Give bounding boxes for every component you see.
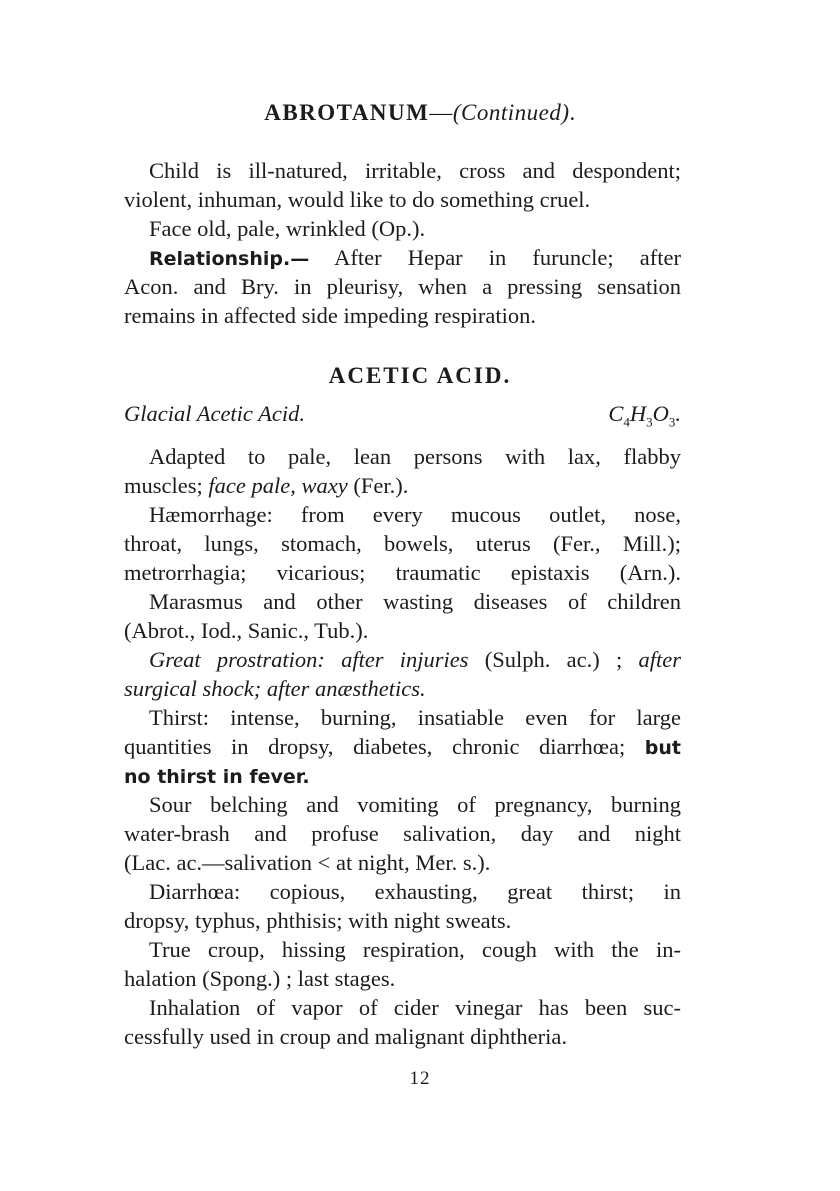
text-line: (Lac. ac.—salivation < at night, Mer. s.). — [124, 850, 491, 875]
text-line — [124, 761, 681, 790]
relationship-label: Relationship.— — [149, 248, 310, 270]
text-line: Inhalation of vapor of cider vinegar has been suc- — [149, 995, 681, 1020]
text-line: Adapted to pale, lean persons with lax, flabby — [149, 444, 681, 469]
abrotanum-text — [124, 156, 681, 330]
formula-period: . — [675, 401, 681, 426]
text-run: After Hepar in furuncle; after — [309, 245, 681, 270]
subtitle-name: Glacial Acetic Acid. — [124, 401, 305, 426]
text-line: Acon. and Bry. in pleurisy, when a pressing sensation — [124, 274, 681, 299]
bold-text: no thirst in fever. — [124, 766, 310, 788]
text-line: cessfully used in croup and malignant diphtheria. — [124, 1024, 568, 1049]
text-run: (Fer.). — [347, 473, 409, 498]
formula-count: 3 — [646, 414, 653, 430]
formula-element: O — [652, 401, 669, 426]
text-line: Marasmus and other wasting diseases of children — [149, 589, 681, 614]
running-head-continued: (Continued) — [452, 100, 570, 125]
running-head-title: ABROTANUM — [264, 100, 430, 125]
text-run: quantities in dropsy, diabetes, chronic diarrhœa; — [124, 734, 645, 759]
formula-element: C — [608, 401, 624, 426]
acetic-acid-text — [124, 442, 681, 1051]
text-line: throat, lungs, stomach, bowels, uterus (Fer., Mill.); — [124, 531, 681, 556]
page-number: 12 — [409, 1068, 431, 1089]
text-line: Child is ill-natured, irritable, cross and despondent; — [149, 158, 681, 183]
text-line: Thirst: intense, burning, insatiable even for large — [149, 705, 681, 730]
text-line: metrorrhagia; vicarious; traumatic epistaxis (Arn.). — [124, 560, 681, 585]
text-line: Face old, pale, wrinkled (Op.). — [149, 216, 426, 241]
text-line: violent, inhuman, would like to do something cruel. — [124, 187, 591, 212]
text-run: muscles; — [124, 473, 209, 498]
text-line — [124, 471, 681, 500]
text-run: (Sulph. ac.) ; — [468, 647, 639, 672]
formula-count: 4 — [623, 414, 630, 430]
formula-count: 3 — [668, 414, 676, 430]
section-title: ACETIC ACID. — [328, 363, 512, 388]
text-line — [124, 732, 681, 761]
running-head-period: . — [569, 100, 576, 125]
formula-element: H — [629, 401, 647, 426]
text-line: Sour belching and vomiting of pregnancy, burning — [149, 792, 681, 817]
text-line: True croup, hissing respiration, cough with the in- — [149, 937, 681, 962]
text-line: Diarrhœa: copious, exhausting, great thirst; in — [149, 879, 681, 904]
running-head-dash: — — [429, 100, 453, 125]
text-line: surgical shock; after anæsthetics. — [124, 676, 426, 701]
text-line — [124, 243, 681, 272]
chemical-formula — [608, 401, 681, 431]
text-run: Great prostration: after injuries — [149, 647, 469, 672]
bold-text: but — [644, 737, 681, 759]
text-line: halation (Spong.) ; last stages. — [124, 966, 396, 991]
text-run: after — [638, 647, 681, 672]
text-line: remains in affected side impeding respiration. — [124, 303, 536, 328]
text-line: dropsy, typhus, phthisis; with night sweats. — [124, 908, 512, 933]
running-head — [0, 100, 840, 126]
text-line: Hæmorrhage: from every mucous outlet, nose, — [149, 502, 681, 527]
text-line — [124, 645, 681, 674]
text-run: face pale, waxy — [208, 473, 348, 498]
subtitle-line — [124, 401, 681, 431]
text-line: (Abrot., Iod., Sanic., Tub.). — [124, 618, 369, 643]
text-line: water-brash and profuse salivation, day and night — [124, 821, 681, 846]
